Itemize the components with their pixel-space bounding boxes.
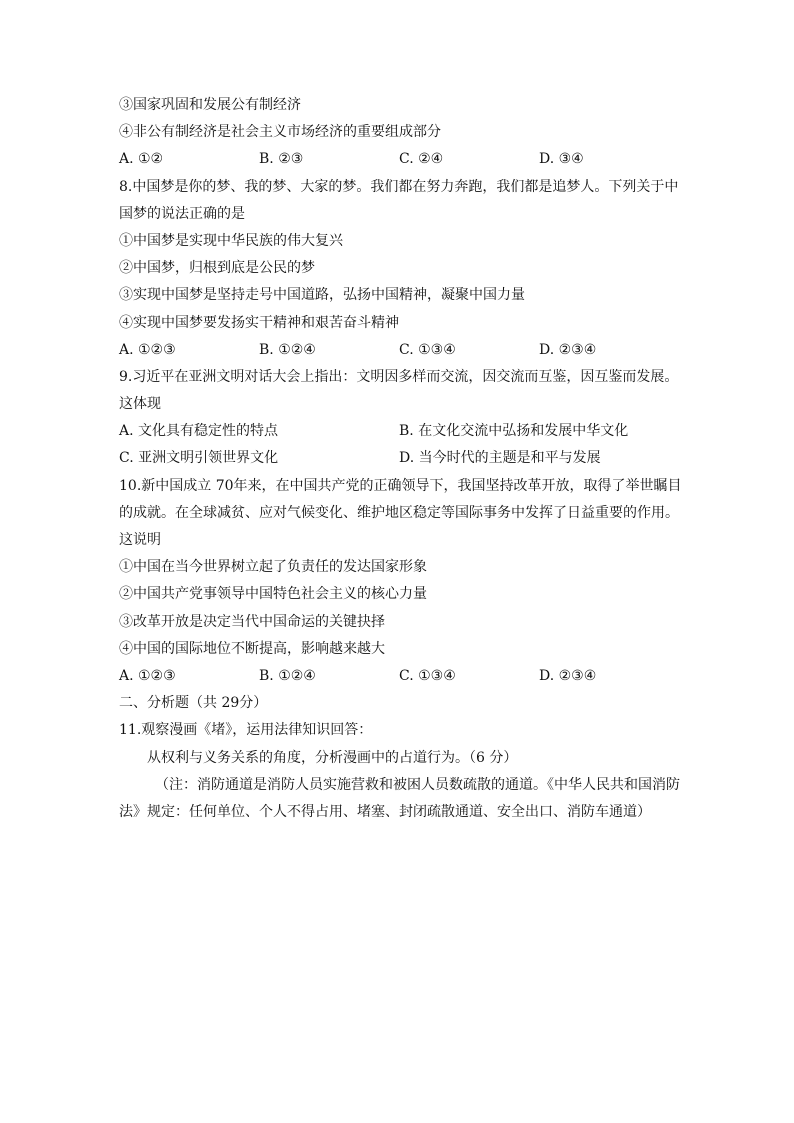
q8-options [119, 337, 679, 364]
q9-stem-line-1: 9.习近平在亚洲文明对话大会上指出：文明因多样而交流，因交流而互鉴，因互鉴而发展。 [119, 368, 679, 385]
q8-statement-2: ②中国梦，归根到底是公民的梦 [119, 260, 315, 277]
section-2-heading: 二、分析题（共 29分） [119, 695, 268, 712]
q10-statement-4: ④中国的国际地位不断提高，影响越来越大 [119, 640, 385, 657]
q10-option-c: C. ①③④ [399, 667, 456, 684]
q7-option-d: D. ③④ [539, 151, 584, 168]
q7-option-c: C. ②④ [399, 151, 444, 168]
q9-options-row-1 [119, 418, 679, 445]
q10-options [119, 663, 679, 690]
q8-stem-line-1: 8.中国梦是你的梦、我的梦、大家的梦。我们都在努力奔跑，我们都是追梦人。下列关于中 [119, 178, 679, 195]
q9-option-d: D. 当今时代的主题是和平与发展 [399, 450, 601, 467]
q11-stem: 11.观察漫画《堵》，运用法律知识回答： [119, 722, 373, 739]
q10-option-b: B. ①②④ [259, 667, 316, 684]
q10-option-a: A. ①②③ [119, 667, 176, 684]
q8-option-c: C. ①③④ [399, 341, 456, 358]
q9-option-a: A. 文化具有稳定性的特点 [119, 423, 279, 440]
q11-note-line-1: （注：消防通道是消防人员实施营救和被困人员数疏散的通道。《中华人民共和国消防 [155, 776, 680, 793]
q7-statement-3: ③国家巩固和发展公有制经济 [119, 97, 301, 113]
q10-stem-line-1: 10.新中国成立 70年来，在中国共产党的正确领导下，我国坚持改革开放，取得了举世瞩目 [119, 477, 682, 494]
q10-option-d: D. ②③④ [539, 667, 597, 684]
q8-stem-line-2: 国梦的说法正确的是 [119, 205, 245, 222]
q7-options [119, 146, 679, 173]
q8-option-d: D. ②③④ [539, 341, 597, 358]
q8-option-a: A. ①②③ [119, 341, 176, 358]
q9-options-row-2 [119, 445, 679, 472]
q10-statement-3: ③改革开放是决定当代中国命运的关键抉择 [119, 613, 385, 630]
q11-question: 从权利与义务关系的角度，分析漫画中的占道行为。（6 分） [147, 749, 518, 766]
q8-option-b: B. ①②④ [259, 341, 316, 358]
page-content [119, 92, 682, 826]
q9-stem-line-2: 这体现 [119, 396, 161, 413]
q7-statement-4: ④非公有制经济是社会主义市场经济的重要组成部分 [119, 124, 441, 141]
q10-statement-1: ①中国在当今世界树立起了负责任的发达国家形象 [119, 559, 427, 576]
q9-option-b: B. 在文化交流中弘扬和发展中华文化 [399, 423, 629, 440]
q10-stem-line-3: 这说明 [119, 532, 161, 548]
q8-statement-3: ③实现中国梦是坚持走号中国道路，弘扬中国精神，凝聚中国力量 [119, 287, 525, 304]
q7-option-a: A. ①② [119, 151, 164, 168]
q8-statement-4: ④实现中国梦要发扬实干精神和艰苦奋斗精神 [119, 314, 399, 331]
q7-option-b: B. ②③ [259, 151, 304, 168]
q11-note-line-2: 法》规定：任何单位、个人不得占用、堵塞、封闭疏散通道、安全出口、消防车通道） [119, 803, 651, 820]
q8-statement-1: ①中国梦是实现中华民族的伟大复兴 [119, 232, 343, 249]
q9-option-c: C. 亚洲文明引领世界文化 [119, 450, 279, 467]
q10-stem-line-2: 的成就。在全球减贫、应对气候变化、维护地区稳定等国际事务中发挥了日益重要的作用。 [119, 504, 679, 521]
q10-statement-2: ②中国共产党事领导中国特色社会主义的核心力量 [119, 586, 427, 603]
